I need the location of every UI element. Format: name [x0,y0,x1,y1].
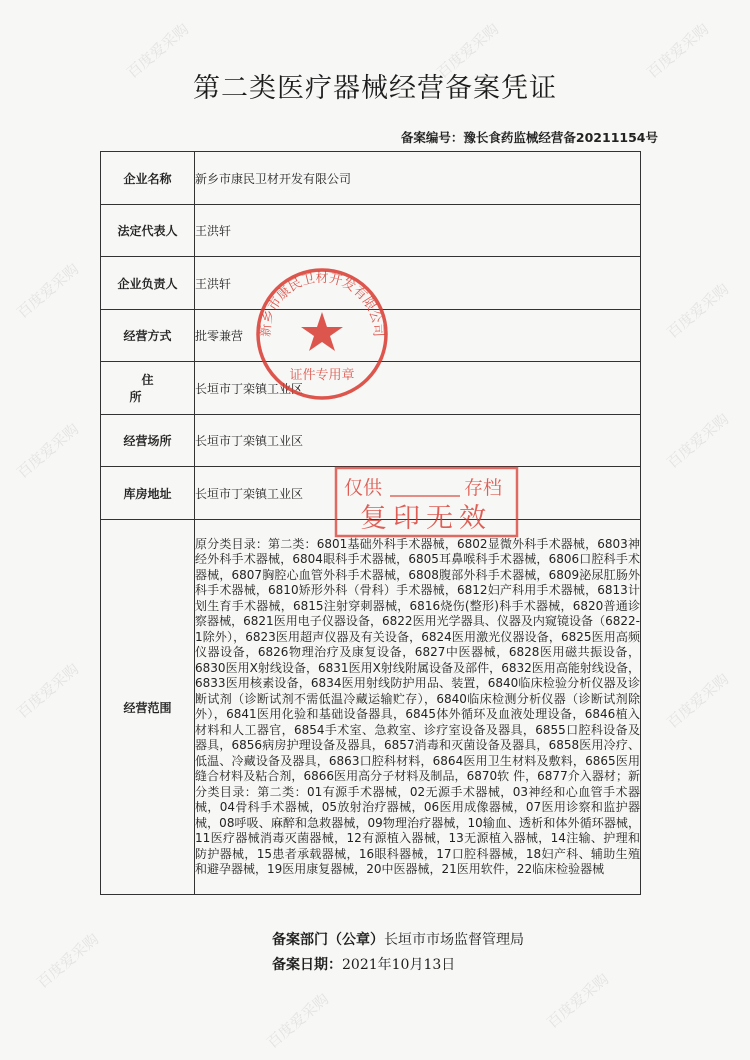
business-place-label: 经营场所 [101,415,195,467]
watermark-text: 百度爱采购 [663,409,733,472]
filing-date [272,954,455,974]
table-row [101,152,641,205]
watermark-text: 百度爱采购 [663,279,733,342]
seal-company-name: 新乡市康民卫材开发有限公司 [258,271,386,338]
filing-department [272,929,524,949]
company-name-value: 新乡市康民卫材开发有限公司 [195,152,641,205]
watermark-text: 百度爱采购 [13,419,83,482]
table-row [101,520,641,895]
business-place-value: 长垣市丁栾镇工业区 [195,415,641,467]
company-name-label: 企业名称 [101,152,195,205]
watermark-text: 百度爱采购 [13,259,83,322]
domicile-value: 长垣市丁栾镇工业区 [195,362,641,415]
watermark-text: 百度爱采购 [433,19,503,82]
business-scope-label: 经营范围 [101,520,195,895]
filing-date-label: 备案日期： [272,957,342,973]
filing-date-value: 2021年10月13日 [342,957,456,973]
stamp-line1-left: 仅供 [344,477,383,499]
filing-department-label: 备案部门（公章） [272,932,384,948]
table-row [101,415,641,467]
watermark-text: 百度爱采购 [663,669,733,732]
watermark-text: 百度爱采购 [643,19,713,82]
seal-sub-text: 证件专用章 [289,368,355,383]
archive-stamp [334,466,519,538]
manager-label: 企业负责人 [101,257,195,310]
watermark-text: 百度爱采购 [263,989,333,1052]
record-number [401,128,658,146]
watermark-text: 百度爱采购 [33,929,103,992]
record-number-label: 备案编号： [400,130,464,145]
legal-rep-value: 王洪轩 [195,205,641,257]
warehouse-label: 库房地址 [101,467,195,520]
business-mode-label: 经营方式 [101,310,195,362]
warehouse-value: 长垣市丁栾镇工业区 [195,467,641,520]
filing-department-value: 长垣市市场监督管理局 [384,932,524,948]
stamp-line2: 复印无效 [360,503,492,534]
manager-value: 王洪轩 [195,257,641,310]
domicile-label: 住所 [101,362,195,415]
business-scope-value: 原分类目录：第二类：6801基础外科手术器械，6802显微外科手术器械，6803神经外科手术器械，6804眼科手术器械，6805耳鼻喉科手术器械，6806口腔科手术器械，6807胸腔心血管外科手术器械，6808腹部外科手术器械，6809泌尿肛肠外科手术器械，6810矫形外科（骨科）手术器械，6812妇产科用手术器械，6813计划生育手术器械，6815注射穿刺器械，6816烧伤(整形)科手术器械，6820普通诊察器械，6821医用电子仪器设备，6822医用光学器具、仪器及内窥镜设备（6822-1除外），6823医用超声仪器及有关设备，6824医用激光仪器设备，6825医用高频仪器设备，6826物理治疗及康复设备，6827中医器械，6828医用磁共振设备，6830医用X射线设备，6831医用X射线附属设备及部件，6832医用高能射线设备，6833医用核素设备，6834医用射线防护用品、装置，6840临床检验分析仪器及诊断试剂（诊断试剂不需低温冷藏运输贮存），6840临床检测分析仪器（诊断试剂除外），6841医用化验和基础设备器具，6845体外循环及血液处理设备，6846植入材料和人工器官，6854手术室、急救室、诊疗室设备及器具，6855口腔科设备及器具，6856病房护理设备及器具，6857消毒和灭菌设备及器具，6858医用冷疗、低温、冷藏设备及器具，6863口腔科材料，6864医用卫生材料及敷料，6865医用缝合材料及粘合剂，6866医用高分子材料及制品，6870软 件，6877介入器材；新分类目录：第二类：01有源手术器械，02无源手术器械，03神经和心血管手术器械，04骨科手术器械，05放射治疗器械，06医用成像器械，07医用诊察和监护器械，08呼吸、麻醉和急救器械，09物理治疗器械，10输血、透析和体外循环器械，11医疗器械消毒灭菌器械，12有源植入器械，13无源植入器械，14注输、护理和防护器械，15患者承载器械，16眼科器械，17口腔科器械，18妇产科、辅助生殖和避孕器械，19医用康复器械，20中医器械，21医用软件，22临床检验器械 [195,520,641,895]
record-number-value: 豫长食药监械经营备20211154号 [463,130,658,145]
stamp-line1-right: 存档 [464,477,503,499]
company-seal [252,264,392,404]
watermark-text: 百度爱采购 [543,969,613,1032]
watermark-text: 百度爱采购 [123,19,193,82]
table-row [101,205,641,257]
star-icon [301,312,343,351]
business-mode-value: 批零兼营 [195,310,641,362]
watermark-text: 百度爱采购 [13,659,83,722]
document-title: 第二类医疗器械经营备案凭证 [193,73,557,104]
legal-rep-label: 法定代表人 [101,205,195,257]
